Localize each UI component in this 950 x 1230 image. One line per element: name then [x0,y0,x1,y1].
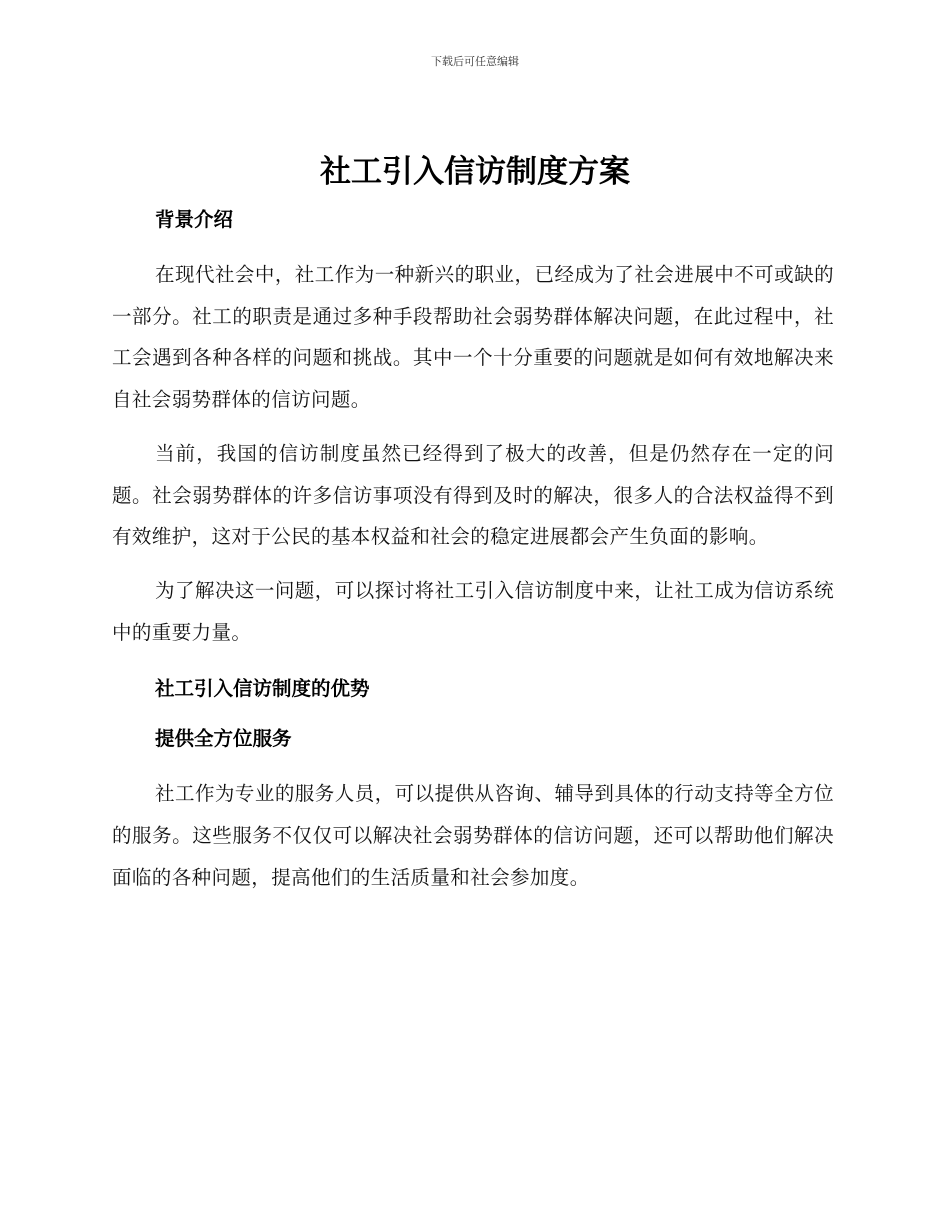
header-note: 下载后可任意编辑 [431,55,519,68]
paragraph-background-3: 为了解决这一问题，可以探讨将社工引入信访制度中来，让社工成为信访系统中的重要力量。 [112,578,834,644]
section-heading-background: 背景介绍 [155,208,234,231]
section-heading-advantages: 社工引入信访制度的优势 [155,677,370,701]
paragraph-background-2: 当前，我国的信访制度虽然已经得到了极大的改善，但是仍然存在一定的问题。社会弱势群体的许多信访事项没有得到及时的解决，很多人的合法权益得不到有效维护，这对于公民的基本权益和社会的稳定进展都会产生负面的影响。 [112,441,834,549]
paragraph-full-service: 社工作为专业的服务人员，可以提供从咨询、辅导到具体的行动支持等全方位的服务。这些服务不仅仅可以解决社会弱势群体的信访问题，还可以帮助他们解决面临的各种问题，提高他们的生活质量和社会参加度。 [112,782,834,889]
document-title: 社工引入信访制度方案 [320,154,630,190]
subsection-heading-full-service: 提供全方位服务 [155,727,292,751]
paragraph-background-1: 在现代社会中，社工作为一种新兴的职业，已经成为了社会进展中不可或缺的一部分。社工的职责是通过多种手段帮助社会弱势群体解决问题，在此过程中，社工会遇到各种各样的问题和挑战。其中一个十分重要的问题就是如何有效地解决来自社会弱势群体的信访问题。 [112,263,834,412]
document-body [112,202,834,898]
